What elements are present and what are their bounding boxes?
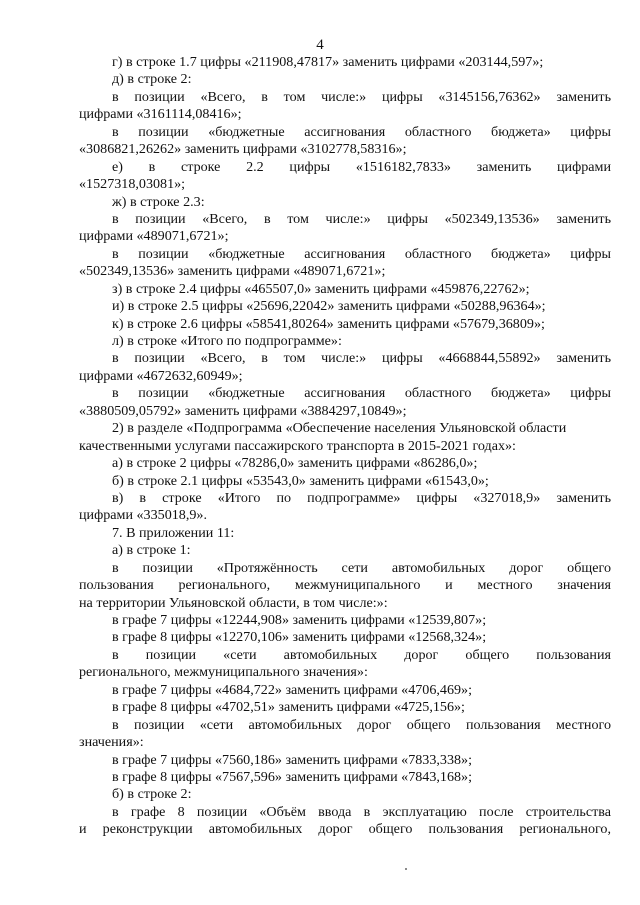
text-line: д) в строке 2:: [112, 71, 192, 88]
text-line: цифрами «489071,6721»;: [79, 228, 229, 245]
text-line: «3880509,05792» заменить цифрами «3884297,10849»;: [79, 402, 407, 419]
text-line: в позиции «Всего, в том числе:» цифры «3145156,76362» заменить: [112, 88, 611, 105]
text-line: в графе 7 цифры «7560,186» заменить цифрами «7833,338»;: [112, 751, 473, 768]
text-line: б) в строке 2:: [112, 786, 192, 803]
text-line: регионального, межмуниципального значения»:: [79, 664, 368, 681]
text-line: «502349,13536» заменить цифрами «489071,6721»;: [79, 263, 386, 280]
page-number: 4: [316, 37, 324, 53]
scan-speck: [405, 868, 407, 870]
text-line: в позиции «Всего, в том числе:» цифры «502349,13536» заменить: [112, 210, 611, 227]
text-line: и) в строке 2.5 цифры «25696,22042» заменить цифрами «50288,96364»;: [112, 298, 546, 315]
text-line: в позиции «бюджетные ассигнования областного бюджета» цифры: [112, 245, 611, 262]
text-line: в позиции «Протяжённость сети автомобильных дорог общего: [112, 559, 611, 576]
text-line: качественными услугами пассажирского транспорта в 2015-2021 годах»:: [79, 437, 516, 454]
text-line: к) в строке 2.6 цифры «58541,80264» заменить цифрами «57679,36809»;: [112, 315, 545, 332]
text-line: б) в строке 2.1 цифры «53543,0» заменить цифрами «61543,0»;: [112, 472, 489, 489]
text-line: е) в строке 2.2 цифры «1516182,7833» заменить цифрами: [112, 158, 611, 175]
text-line: в графе 8 цифры «4702,51» заменить цифрами «4725,156»;: [112, 699, 465, 716]
text-line: в графе 7 цифры «4684,722» заменить цифрами «4706,469»;: [112, 681, 473, 698]
text-line: г) в строке 1.7 цифры «211908,47817» заменить цифрами «203144,597»;: [112, 54, 544, 70]
text-line: а) в строке 1:: [112, 542, 191, 559]
text-line: цифрами «335018,9».: [79, 507, 207, 524]
text-line: л) в строке «Итого по подпрограмме»:: [112, 333, 342, 349]
text-line: в позиции «сети автомобильных дорог общего пользования местного: [112, 716, 611, 733]
text-line: цифрами «4672632,60949»;: [79, 367, 243, 384]
text-line: в) в строке «Итого по подпрограмме» цифры «327018,9» заменить: [112, 489, 611, 506]
text-line: на территории Ульяновской области, в том числе:»:: [79, 594, 388, 611]
text-line: в графе 7 цифры «12244,908» заменить цифрами «12539,807»;: [112, 612, 487, 628]
text-line: 2) в разделе «Подпрограмма «Обеспечение населения Ульяновской области: [112, 420, 567, 437]
text-line: в позиции «Всего, в том числе:» цифры «4668844,55892» заменить: [112, 350, 611, 367]
text-line: «1527318,03081»;: [79, 176, 186, 193]
text-line: в графе 8 цифры «7567,596» заменить цифрами «7843,168»;: [112, 768, 473, 785]
text-line: в позиции «бюджетные ассигнования областного бюджета» цифры: [112, 123, 611, 140]
text-line: в графе 8 цифры «12270,106» заменить цифрами «12568,324»;: [112, 629, 487, 646]
text-line: в графе 8 позиции «Объём ввода в эксплуатацию после строительства: [112, 803, 611, 820]
text-line: значения»:: [79, 734, 144, 751]
text-line: а) в строке 2 цифры «78286,0» заменить цифрами «86286,0»;: [112, 455, 478, 472]
text-line: ж) в строке 2.3:: [112, 193, 205, 210]
text-line: з) в строке 2.4 цифры «465507,0» заменить цифрами «459876,22762»;: [112, 280, 530, 297]
text-line: цифрами «3161114,08416»;: [79, 106, 242, 123]
text-line: и реконструкции автомобильных дорог общего пользования регионального,: [79, 821, 611, 838]
text-line: пользования регионального, межмуниципального и местного значения: [79, 577, 611, 594]
text-line: 7. В приложении 11:: [112, 524, 235, 541]
text-line: «3086821,26262» заменить цифрами «3102778,58316»;: [79, 141, 407, 158]
text-line: в позиции «бюджетные ассигнования областного бюджета» цифры: [112, 385, 611, 402]
document-body: [79, 54, 611, 839]
text-line: в позиции «сети автомобильных дорог общего пользования: [112, 646, 611, 663]
